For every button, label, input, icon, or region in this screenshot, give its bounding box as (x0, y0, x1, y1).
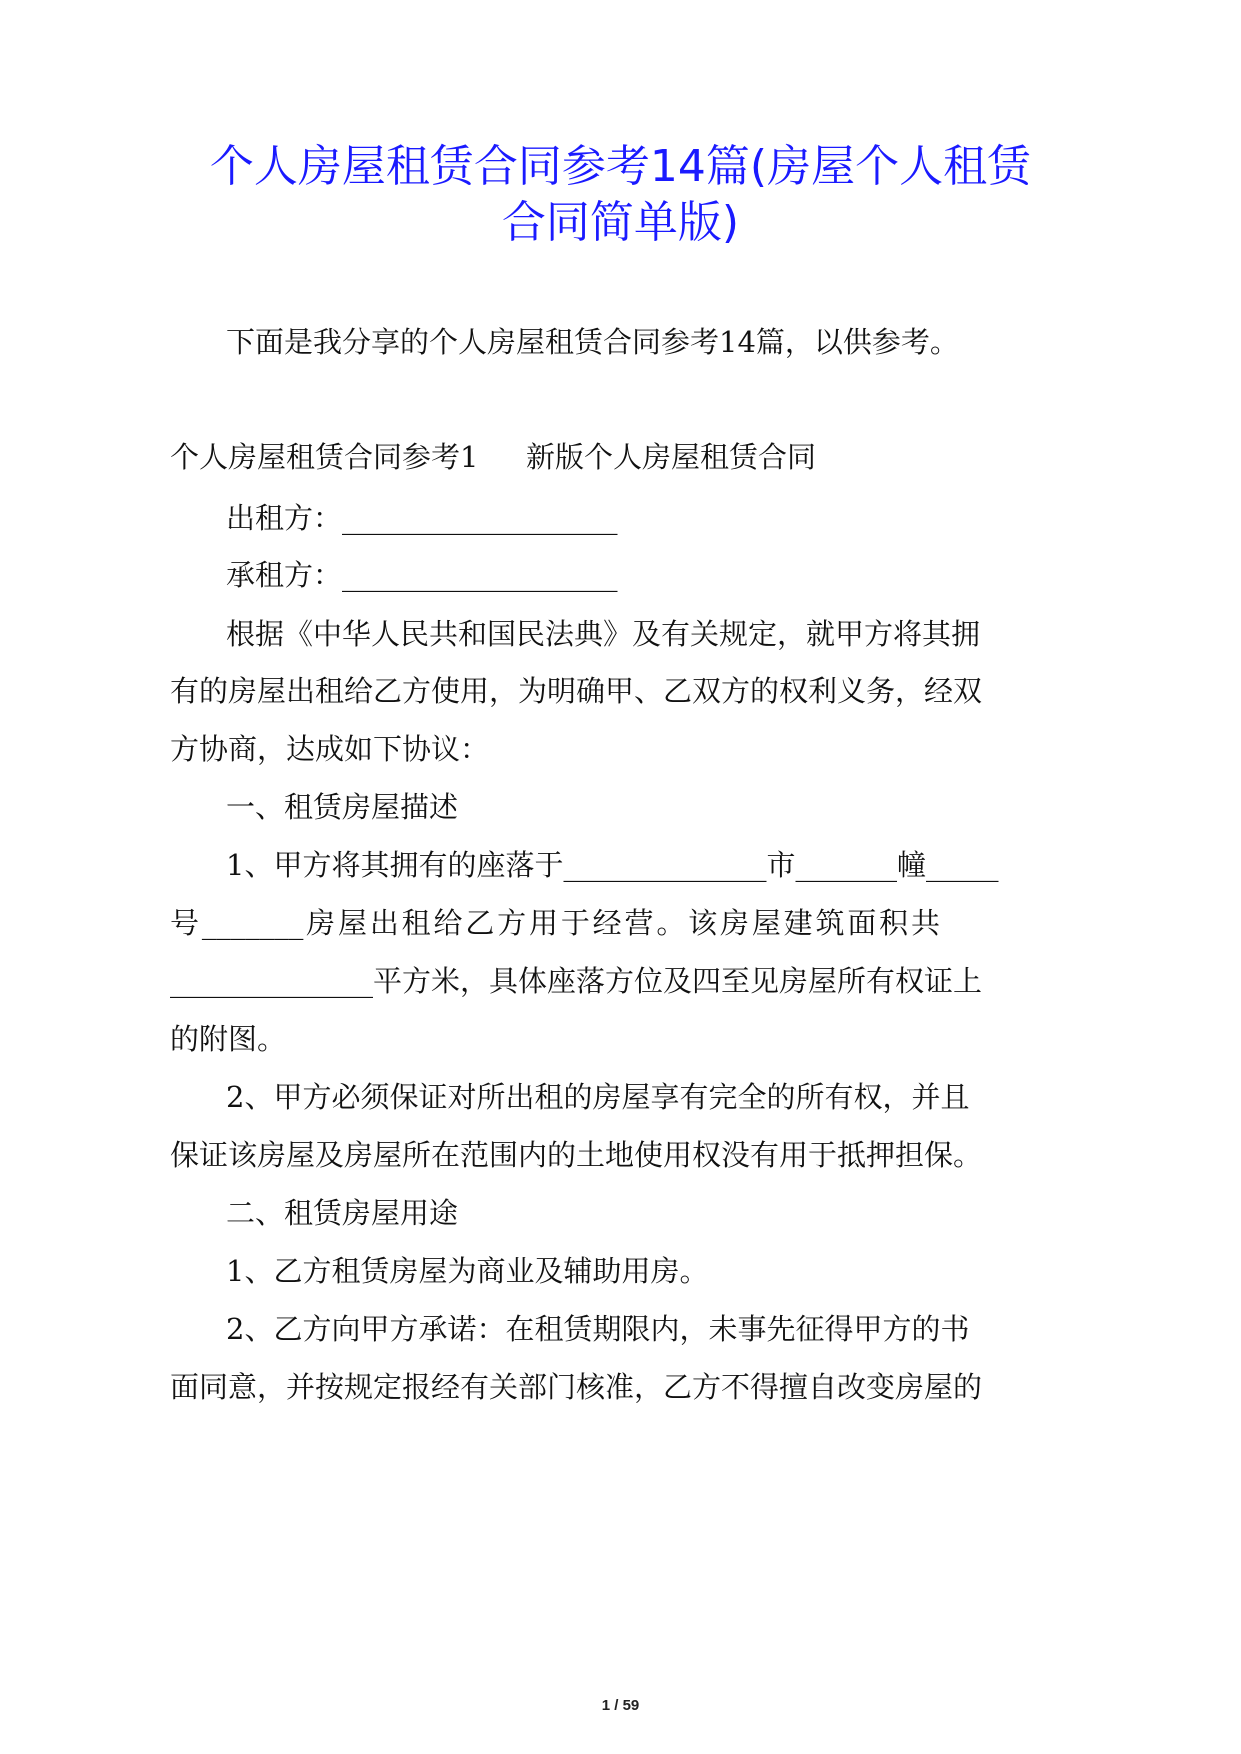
item-2-2-line: 2、乙方向甲方承诺：在租赁期限内，未事先征得甲方的书 (226, 1312, 970, 1346)
item-2-1-line: 1、乙方租赁房屋为商业及辅助用房。 (226, 1254, 709, 1288)
document-title-line-2: 合同简单版) (501, 197, 740, 248)
lessee-field: 承租方：___________________ (226, 558, 618, 592)
contract-heading-label: 个人房屋租赁合同参考1 (170, 440, 479, 474)
basis-paragraph-line: 方协商，达成如下协议： (170, 732, 490, 766)
item-1-1-line: 1、甲方将其拥有的座落于______________市_______幢_____ (226, 848, 999, 882)
basis-paragraph-line: 根据《中华人民共和国民法典》及有关规定，就甲方将其拥 (226, 617, 981, 651)
item-1-2-line: 2、甲方必须保证对所出租的房屋享有完全的所有权，并且 (226, 1080, 970, 1114)
basis-paragraph-line: 有的房屋出租给乙方使用，为明确甲、乙双方的权利义务，经双 (170, 674, 983, 708)
item-1-2-line: 保证该房屋及房屋所在范围内的土地使用权没有用于抵押担保。 (170, 1138, 983, 1172)
section-heading-1: 一、租赁房屋描述 (226, 790, 459, 824)
page-number: 1 / 59 (601, 1697, 640, 1714)
document-title-line-1: 个人房屋租赁合同参考14篇(房屋个人租赁 (209, 141, 1032, 192)
item-1-1-line: 的附图。 (170, 1022, 287, 1056)
item-1-1-line: 号_______房屋出租给乙方用于经营。该房屋建筑面积共 (170, 906, 940, 940)
item-2-2-line: 面同意，并按规定报经有关部门核准，乙方不得擅自改变房屋的 (170, 1370, 983, 1404)
lessor-field: 出租方：___________________ (226, 501, 618, 535)
item-1-1-line: ______________平方米，具体座落方位及四至见房屋所有权证上 (170, 964, 983, 998)
intro-paragraph: 下面是我分享的个人房屋租赁合同参考14篇，以供参考。 (226, 325, 959, 359)
contract-heading-title: 新版个人房屋租赁合同 (526, 440, 817, 474)
section-heading-2: 二、租赁房屋用途 (226, 1196, 459, 1230)
